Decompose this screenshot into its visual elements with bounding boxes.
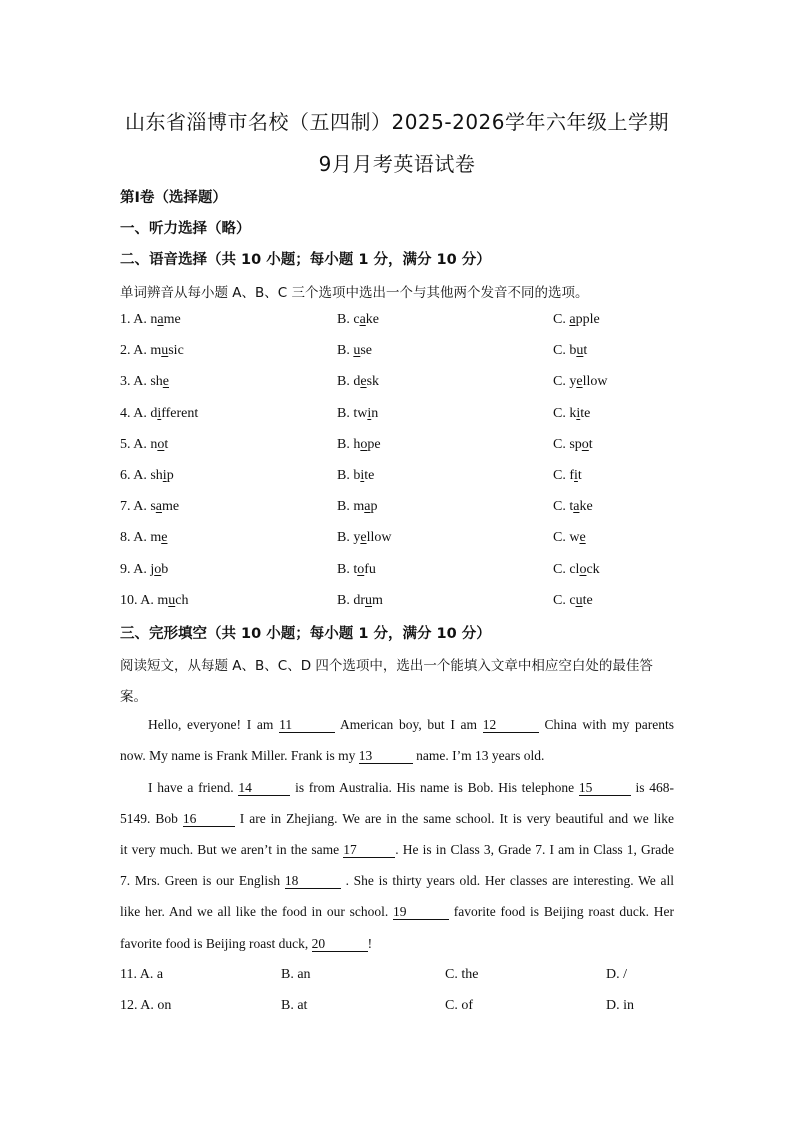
underlined-letter: u bbox=[353, 343, 361, 359]
passage-text: Hello, everyone! I am bbox=[148, 717, 280, 732]
underlined-letter: e bbox=[161, 530, 168, 546]
word-part: c bbox=[569, 592, 576, 608]
word-part: t bbox=[583, 343, 588, 359]
option-label: C. bbox=[553, 343, 570, 359]
option-label: C. bbox=[553, 436, 570, 452]
blank-13: 13 bbox=[359, 749, 413, 764]
word-part: tw bbox=[353, 405, 368, 421]
word-part: y bbox=[569, 374, 577, 390]
option-label: B. bbox=[337, 343, 354, 359]
cloze-option-row bbox=[120, 967, 680, 987]
option-label: C. bbox=[553, 592, 570, 608]
option-label: B. bbox=[337, 592, 354, 608]
option-c[interactable] bbox=[553, 312, 600, 328]
blank-15: 15 bbox=[579, 781, 631, 796]
option-b[interactable] bbox=[337, 437, 381, 453]
underlined-letter: o bbox=[579, 561, 587, 577]
option-c[interactable] bbox=[553, 437, 593, 453]
option-a[interactable]: 12. A. on bbox=[120, 998, 172, 1013]
option-b[interactable] bbox=[337, 468, 374, 484]
passage-text: 7. Mrs. Green is our English bbox=[120, 873, 285, 888]
phonetics-question-row bbox=[120, 562, 680, 582]
option-b[interactable]: B. at bbox=[281, 998, 308, 1013]
option-c[interactable] bbox=[553, 593, 593, 609]
word-part: b bbox=[353, 468, 361, 483]
option-label: C. bbox=[553, 561, 570, 577]
option-b[interactable] bbox=[337, 593, 383, 609]
option-c[interactable] bbox=[553, 530, 586, 546]
word-part: pple bbox=[575, 312, 600, 327]
phonetics-question-row bbox=[120, 312, 680, 332]
passage-line bbox=[120, 842, 674, 858]
word-part: t bbox=[353, 561, 358, 577]
word-part: t bbox=[569, 499, 574, 515]
option-c[interactable] bbox=[553, 406, 590, 422]
option-c[interactable]: C. the bbox=[445, 967, 479, 982]
blank-18: 18 bbox=[285, 874, 341, 889]
option-a[interactable]: 11. A. a bbox=[120, 967, 164, 982]
underlined-letter: a bbox=[364, 499, 371, 515]
option-label: 7. A. bbox=[120, 499, 151, 515]
underlined-letter: o bbox=[581, 436, 589, 452]
option-label: B. bbox=[337, 530, 354, 546]
option-c[interactable] bbox=[553, 343, 587, 359]
option-b[interactable] bbox=[337, 499, 377, 515]
section-3-instruction-line-1: 阅读短文，从每题 A、B、C、D 四个选项中，选出一个能填入文章中相应空白处的最佳答 bbox=[120, 658, 653, 674]
option-c[interactable] bbox=[553, 468, 582, 484]
option-a[interactable] bbox=[120, 593, 188, 609]
phonetics-question-row bbox=[120, 468, 680, 488]
passage-text: American boy, but I am bbox=[335, 717, 483, 732]
underlined-letter: o bbox=[357, 561, 365, 577]
underlined-letter: e bbox=[579, 530, 586, 546]
passage-line bbox=[120, 904, 674, 920]
word-part: d bbox=[150, 405, 158, 421]
exam-title-line-2: 9月月考英语试卷 bbox=[318, 152, 476, 176]
exam-title-line-1: 山东省淄博市名校（五四制）2025-2026学年六年级上学期 bbox=[124, 110, 669, 134]
word-part: ke bbox=[579, 499, 593, 515]
underlined-letter: o bbox=[157, 436, 165, 452]
passage-text: I are in Zhejiang. We are in the same school. It is very beautiful and we like bbox=[234, 811, 674, 826]
word-part: m bbox=[372, 592, 383, 608]
underlined-letter: i bbox=[576, 405, 581, 421]
passage-line bbox=[120, 811, 674, 827]
underlined-letter: a bbox=[155, 499, 163, 515]
underlined-letter: i bbox=[162, 468, 167, 483]
underlined-letter: e bbox=[162, 374, 170, 390]
word-part: b bbox=[569, 343, 577, 359]
phonetics-question-row bbox=[120, 499, 680, 519]
word-part: n bbox=[150, 436, 158, 452]
word-part: b bbox=[161, 561, 169, 577]
passage-text: favorite food is Beijing roast duck, bbox=[120, 936, 312, 951]
word-part: m bbox=[353, 499, 365, 515]
option-label: C. bbox=[553, 499, 570, 515]
blank-19: 19 bbox=[393, 905, 449, 920]
option-label: 10. A. bbox=[120, 592, 158, 608]
blank-14: 14 bbox=[238, 781, 290, 796]
word-part: n bbox=[371, 405, 379, 421]
passage-text: ! bbox=[367, 936, 373, 951]
word-part: me bbox=[163, 312, 181, 327]
underlined-letter: u bbox=[575, 592, 583, 608]
word-part: fu bbox=[364, 561, 376, 577]
word-part: te bbox=[364, 468, 375, 483]
option-label: 6. A. bbox=[120, 468, 151, 483]
underlined-letter: i bbox=[157, 405, 162, 421]
option-label: 1. A. bbox=[120, 312, 151, 327]
phonetics-question-row bbox=[120, 437, 680, 457]
option-a[interactable] bbox=[120, 530, 167, 546]
underlined-letter: u bbox=[168, 592, 176, 608]
passage-text: name. I’m 13 years old. bbox=[412, 748, 545, 763]
word-part: te bbox=[582, 592, 593, 608]
word-part: se bbox=[360, 343, 373, 359]
word-part: t bbox=[164, 436, 169, 452]
word-part: sic bbox=[168, 343, 184, 359]
option-c[interactable]: C. of bbox=[445, 998, 473, 1013]
option-label: B. bbox=[337, 374, 354, 390]
option-a[interactable] bbox=[120, 406, 198, 422]
option-b[interactable] bbox=[337, 343, 372, 359]
option-a[interactable] bbox=[120, 468, 174, 484]
option-a[interactable] bbox=[120, 562, 168, 578]
section-2-instruction: 单词辨音从每小题 A、B、C 三个选项中选出一个与其他两个发音不同的选项。 bbox=[120, 285, 589, 301]
passage-text: is from Australia. His name is Bob. His telephone bbox=[290, 780, 579, 795]
underlined-letter: i bbox=[574, 468, 578, 483]
option-label: C. bbox=[553, 312, 570, 327]
passage-text: . He is in Class 3, Grade 7. I am in Class 1, Grade bbox=[395, 842, 674, 857]
word-part: p bbox=[166, 468, 174, 483]
option-label: C. bbox=[553, 468, 570, 483]
word-part: sp bbox=[569, 436, 582, 452]
underlined-letter: a bbox=[157, 312, 164, 327]
phonetics-question-row bbox=[120, 343, 680, 363]
word-part: s bbox=[150, 499, 156, 515]
option-a[interactable] bbox=[120, 312, 181, 328]
option-label: B. bbox=[337, 499, 354, 515]
option-c[interactable] bbox=[553, 374, 607, 390]
option-label: 4. A. bbox=[120, 405, 151, 421]
word-part: f bbox=[569, 468, 575, 483]
blank-12: 12 bbox=[483, 718, 539, 733]
option-d[interactable]: D. / bbox=[606, 967, 627, 982]
passage-line bbox=[120, 936, 674, 952]
option-c[interactable] bbox=[553, 562, 600, 578]
option-label: 3. A. bbox=[120, 374, 151, 390]
underlined-letter: e bbox=[576, 374, 583, 390]
passage-line bbox=[120, 748, 674, 764]
underlined-letter: u bbox=[576, 343, 584, 359]
section-1-heading: 一、听力选择（略） bbox=[120, 221, 251, 237]
option-b[interactable] bbox=[337, 406, 378, 422]
underlined-letter: o bbox=[154, 561, 162, 577]
underlined-letter: o bbox=[360, 436, 368, 452]
underlined-letter: i bbox=[367, 405, 372, 421]
option-b[interactable] bbox=[337, 374, 379, 390]
word-part: te bbox=[580, 405, 591, 421]
passage-line bbox=[120, 873, 674, 889]
passage-text: 5149. Bob bbox=[120, 811, 183, 826]
underlined-letter: a bbox=[573, 499, 580, 515]
option-a[interactable] bbox=[120, 499, 179, 515]
blank-20: 20 bbox=[312, 937, 368, 952]
word-part: dr bbox=[353, 592, 366, 608]
word-part: llow bbox=[366, 530, 392, 546]
option-a[interactable] bbox=[120, 343, 184, 359]
section-3-heading: 三、完形填空（共 10 小题；每小题 1 分，满分 10 分） bbox=[120, 626, 491, 642]
underlined-letter: a bbox=[569, 312, 576, 327]
phonetics-question-row bbox=[120, 593, 680, 613]
option-label: C. bbox=[553, 405, 570, 421]
word-part: ch bbox=[175, 592, 189, 608]
word-part: cl bbox=[569, 561, 580, 577]
word-part: h bbox=[353, 436, 361, 452]
word-part: m bbox=[150, 530, 162, 546]
word-part: p bbox=[370, 499, 378, 515]
passage-text: I have a friend. bbox=[148, 780, 239, 795]
passage-text: favorite food is Beijing roast duck. Her bbox=[449, 904, 675, 919]
option-label: B. bbox=[337, 405, 354, 421]
word-part: k bbox=[569, 405, 577, 421]
option-label: B. bbox=[337, 561, 354, 577]
option-d[interactable]: D. in bbox=[606, 998, 634, 1013]
option-label: 9. A. bbox=[120, 561, 151, 577]
word-part: llow bbox=[582, 374, 608, 390]
word-part: ck bbox=[586, 561, 600, 577]
option-label: 2. A. bbox=[120, 343, 151, 359]
option-label: B. bbox=[337, 436, 354, 452]
word-part: t bbox=[577, 468, 582, 483]
word-part: m bbox=[157, 592, 169, 608]
word-part: t bbox=[588, 436, 593, 452]
option-a[interactable] bbox=[120, 374, 169, 390]
passage-text: like her. And we all like the food in our school. bbox=[120, 904, 393, 919]
word-part: w bbox=[569, 530, 580, 546]
blank-17: 17 bbox=[343, 843, 395, 858]
passage-line bbox=[148, 717, 674, 733]
section-3-instruction-line-2: 案。 bbox=[120, 689, 147, 705]
option-label: C. bbox=[553, 374, 570, 390]
option-b[interactable] bbox=[337, 312, 379, 328]
underlined-letter: e bbox=[360, 374, 367, 390]
passage-text: . She is thirty years old. Her classes are interesting. We all bbox=[340, 873, 674, 888]
passage-line bbox=[148, 780, 674, 796]
word-part: sk bbox=[366, 374, 380, 390]
word-part: sh bbox=[150, 468, 163, 483]
option-label: 5. A. bbox=[120, 436, 151, 452]
option-a[interactable] bbox=[120, 437, 168, 453]
option-label: B. bbox=[337, 468, 354, 483]
underlined-letter: u bbox=[365, 592, 373, 608]
underlined-letter: i bbox=[360, 468, 365, 483]
word-part: j bbox=[150, 561, 155, 577]
option-label: C. bbox=[553, 530, 570, 546]
word-part: m bbox=[150, 343, 162, 359]
underlined-letter: e bbox=[360, 530, 367, 546]
blank-11: 11 bbox=[279, 718, 335, 733]
word-part: n bbox=[150, 312, 158, 327]
passage-text: it very much. But we aren’t in the same bbox=[120, 842, 344, 857]
passage-text: China with my parents bbox=[538, 717, 675, 732]
option-label: 8. A. bbox=[120, 530, 151, 546]
part-label: 第Ⅰ卷（选择题） bbox=[120, 190, 227, 206]
underlined-letter: u bbox=[161, 343, 169, 359]
word-part: d bbox=[353, 374, 361, 390]
option-b[interactable] bbox=[337, 530, 391, 546]
phonetics-question-row bbox=[120, 374, 680, 394]
word-part: sh bbox=[150, 374, 163, 390]
cloze-option-row bbox=[120, 998, 680, 1018]
word-part: fferent bbox=[161, 405, 199, 421]
option-b[interactable]: B. an bbox=[281, 967, 311, 982]
word-part: y bbox=[353, 530, 361, 546]
passage-text: is 468- bbox=[630, 780, 675, 795]
passage-text: now. My name is Frank Miller. Frank is my bbox=[120, 748, 359, 763]
word-part: ke bbox=[365, 312, 379, 327]
option-label: B. bbox=[337, 312, 354, 327]
word-part: me bbox=[162, 499, 180, 515]
underlined-letter: a bbox=[359, 312, 366, 327]
blank-16: 16 bbox=[183, 812, 235, 827]
word-part: pe bbox=[367, 436, 381, 452]
option-c[interactable] bbox=[553, 499, 593, 515]
phonetics-question-row bbox=[120, 530, 680, 550]
word-part: c bbox=[353, 312, 360, 327]
option-b[interactable] bbox=[337, 562, 376, 578]
phonetics-question-row bbox=[120, 406, 680, 426]
section-2-heading: 二、语音选择（共 10 小题；每小题 1 分，满分 10 分） bbox=[120, 252, 491, 268]
